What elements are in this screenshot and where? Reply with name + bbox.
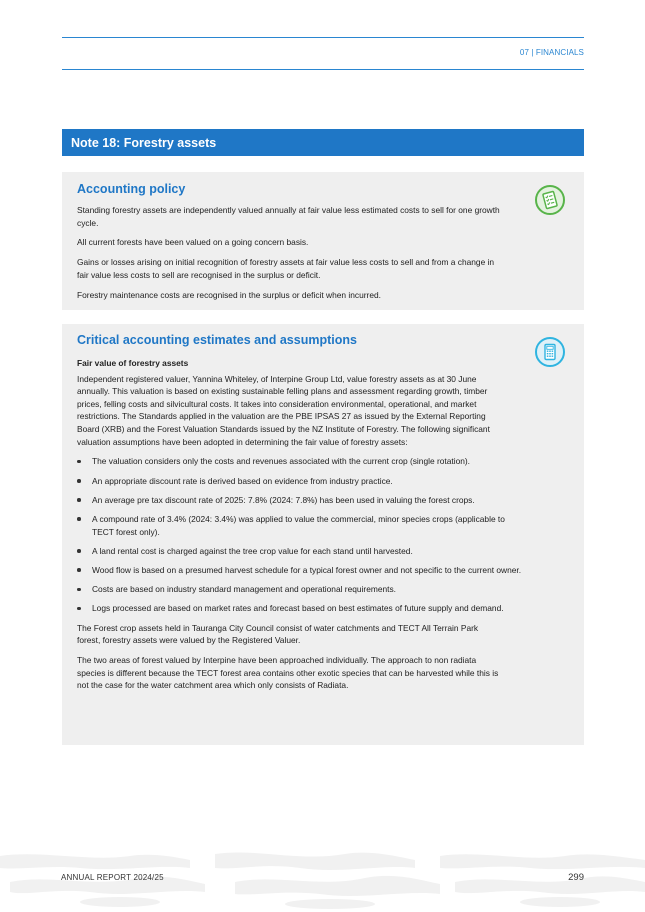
list-item: The valuation considers only the costs and revenues associated with the current crop (single rotation). [77, 455, 522, 468]
critical-estimates-body [77, 357, 522, 699]
footer-report-title: ANNUAL REPORT 2024/25 [61, 873, 164, 882]
page-number: 299 [568, 872, 584, 883]
list-item: An appropriate discount rate is derived based on evidence from industry practice. [77, 475, 522, 488]
assumptions-list [77, 455, 522, 615]
accounting-policy-heading: Accounting policy [77, 182, 186, 196]
paragraph: Gains or losses arising on initial recognition of forestry assets at fair value less costs to sell and from a change in fair value less costs to sell are recognised in the surplus or deficit. [77, 257, 495, 280]
paragraph: All current forests have been valued on a going concern basis. [77, 237, 309, 248]
paragraph: Independent registered valuer, Yannina Whiteley, of Interpine Group Ltd, value forestry assets as at 30 June annually. This valuation is based on existing sustainable felling plans and assessment regarding growth, timber prices, felling costs and silvicultural costs. It takes into consideration environmental, operational, and market restrictions. The Standards applied in the valuation are the PBE IPSAS 27 as issued by the External Reporting Board (XRB) and the Forest Valuation Standards issued by the NZ Institute of Forestry. The following significant valuation assumptions have been adopted in determining the fair value of forestry assets: [77, 373, 490, 447]
accounting-policy-body [77, 204, 502, 308]
accounting-policy-panel [62, 172, 584, 310]
critical-estimates-heading: Critical accounting estimates and assumptions [77, 333, 357, 347]
paragraph: Forestry maintenance costs are recognised in the surplus or deficit when incurred. [77, 289, 381, 300]
header-rule-bottom [62, 69, 584, 70]
paragraph: Standing forestry assets are independently valued annually at fair value less estimated costs to sell for one growth cycle. [77, 205, 500, 228]
critical-estimates-panel [62, 324, 584, 745]
calculator-icon [535, 337, 565, 367]
section-label: 07 | FINANCIALS [519, 48, 584, 57]
list-item: Costs are based on industry standard management and operational requirements. [77, 583, 522, 596]
paragraph: The Forest crop assets held in Tauranga City Council consist of water catchments and TECT All Terrain Park forest, forestry assets were valued by the Registered Valuer. [77, 622, 479, 646]
fair-value-subheading: Fair value of forestry assets [77, 358, 189, 368]
document-checklist-icon [535, 185, 565, 215]
list-item: Logs processed are based on market rates and forecast based on best estimates of future supply and demand. [77, 602, 522, 615]
list-item: An average pre tax discount rate of 2025: 7.8% (2024: 7.8%) has been used in valuing the forest crops. [77, 494, 522, 507]
list-item: Wood flow is based on a presumed harvest schedule for a typical forest owner and not specific to the current owner. [77, 564, 522, 577]
paragraph: The two areas of forest valued by Interpine have been approached individually. The approach to non radiata species is different because the TECT forest area contains other exotic species that can be harvested while this is not the case for the water catchment area which only consists of Radiata. [77, 655, 499, 691]
list-item: A compound rate of 3.4% (2024: 3.4%) was applied to value the commercial, minor species crops (applicable to TECT forest only). [77, 513, 522, 538]
note-title: Note 18: Forestry assets [71, 136, 217, 150]
note-title-bar [62, 129, 584, 156]
header-rule-top [62, 37, 584, 38]
list-item: A land rental cost is charged against the tree crop value for each stand until harvested. [77, 545, 522, 558]
